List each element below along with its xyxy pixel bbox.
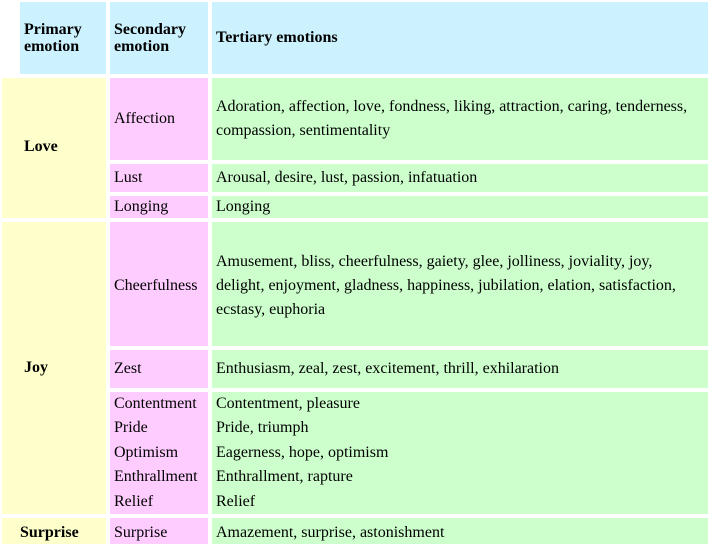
secondary-surprise-label: Surprise: [114, 524, 168, 541]
secondary-lust-label: Lust: [114, 169, 143, 186]
tertiary-cheerfulness-text: Amusement, bliss, cheerfulness, gaiety, glee, jolliness, joviality, joy, delight, enjoyment, gladness, happiness, jubilation, elation, satisfaction, ecstasy, euphoria: [216, 253, 676, 318]
tertiary-cheerfulness: [210, 220, 710, 348]
primary-love: [0, 76, 108, 220]
header-tertiary: [210, 0, 710, 76]
secondary-affection-label: Affection: [114, 110, 176, 127]
tertiary-relief-text: Relief: [216, 492, 256, 510]
tertiary-longing-text: Longing: [216, 198, 271, 215]
secondary-optimism-label: Optimism: [114, 443, 179, 461]
tertiary-contentment-text: Contentment, pleasure: [216, 394, 360, 412]
tertiary-zest: [210, 348, 710, 390]
secondary-longing: [108, 194, 210, 220]
header-primary: [18, 0, 108, 76]
header-primary-label: Primary emotion: [24, 21, 82, 55]
tertiary-pride-text: Pride, triumph: [216, 419, 309, 437]
secondary-lust: [108, 162, 210, 194]
tertiary-lust: [210, 162, 710, 194]
primary-love-label: Love: [24, 138, 58, 155]
primary-joy-label: Joy: [24, 359, 48, 376]
secondary-pride-label: Pride: [114, 419, 148, 437]
header-secondary-label: Secondary emotion: [114, 21, 186, 55]
tertiary-affection-text: Adoration, affection, love, fondness, liking, attraction, caring, tenderness, compassion, sentimentality: [216, 98, 688, 139]
tertiary-surprise: [210, 516, 710, 546]
tertiary-lust-text: Arousal, desire, lust, passion, infatuation: [216, 169, 478, 186]
secondary-longing-label: Longing: [114, 198, 169, 215]
tertiary-affection: [210, 76, 710, 162]
tertiary-zest-text: Enthusiasm, zeal, zest, excitement, thrill, exhilaration: [216, 360, 559, 377]
primary-surprise-label: Surprise: [20, 524, 79, 541]
secondary-affection: [108, 76, 210, 162]
secondary-joy-group: [108, 390, 210, 516]
secondary-zest-label: Zest: [114, 360, 142, 377]
secondary-contentment-label: Contentment: [114, 394, 197, 412]
header-tertiary-label: Tertiary emotions: [216, 29, 338, 46]
tertiary-surprise-text: Amazement, surprise, astonishment: [216, 524, 445, 541]
tertiary-enthrallment-text: Enthrallment, rapture: [216, 468, 353, 486]
secondary-enthrallment-label: Enthrallment: [114, 468, 198, 486]
header-secondary: [108, 0, 210, 76]
secondary-zest: [108, 348, 210, 390]
tertiary-longing: [210, 194, 710, 220]
tertiary-optimism-text: Eagerness, hope, optimism: [216, 443, 389, 461]
secondary-cheerfulness-label: Cheerfulness: [114, 277, 198, 294]
secondary-surprise: [108, 516, 210, 546]
secondary-relief-label: Relief: [114, 492, 154, 510]
primary-joy: [0, 220, 108, 516]
secondary-cheerfulness: [108, 220, 210, 348]
tertiary-joy-group: [210, 390, 710, 516]
primary-surprise: [0, 516, 108, 546]
